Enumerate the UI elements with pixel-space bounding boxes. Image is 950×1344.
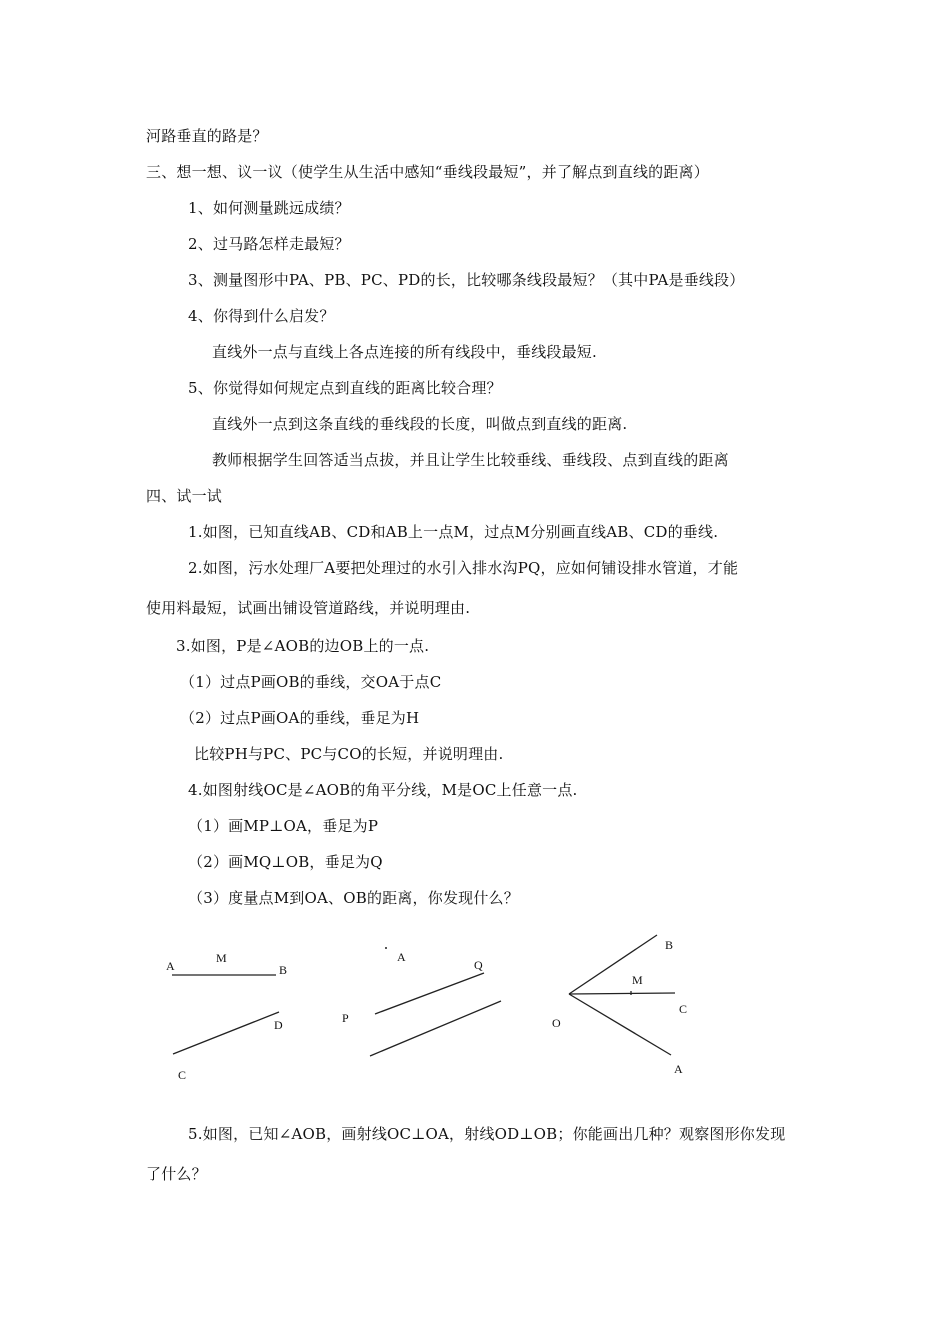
answer-4: 直线外一点与直线上各点连接的所有线段中，垂线段最短.: [212, 343, 597, 361]
exercise-2-cont: 使用料最短，试画出铺设管道路线，并说明理由.: [146, 599, 471, 617]
exercise-2: 2.如图，污水处理厂A要把处理过的水引入排水沟PQ，应如何铺设排水管道，才能: [188, 559, 739, 577]
ray-oc: [569, 993, 675, 994]
label-q: Q: [474, 958, 483, 972]
teacher-note: 教师根据学生回答适当点拔，并且让学生比较垂线、垂线段、点到直线的距离: [212, 451, 729, 469]
exercise-3-part-2: （2）过点P画OA的垂线，垂足为H: [180, 709, 420, 727]
point-a: [385, 947, 387, 949]
label-a: A: [674, 1062, 683, 1076]
figure-1-lines-ab-cd: [166, 951, 287, 1082]
exercise-4: 4.如图射线OC是∠AOB的角平分线，M是OC上任意一点.: [188, 781, 578, 799]
label-c: C: [178, 1068, 187, 1082]
label-m: M: [216, 951, 227, 965]
label-a: A: [166, 959, 175, 973]
text-line-1: 河路垂直的路是？: [146, 127, 268, 145]
ray-oa: [569, 994, 671, 1055]
label-o: O: [552, 1016, 561, 1030]
exercise-1: 1.如图，已知直线AB、CD和AB上一点M，过点M分别画直线AB、CD的垂线.: [188, 523, 719, 541]
line-pq: [375, 973, 484, 1014]
label-p: P: [342, 1011, 349, 1025]
exercise-3-compare: 比较PH与PC、PC与CO的长短，并说明理由.: [194, 745, 504, 763]
question-5: 5、你觉得如何规定点到直线的距离比较合理？: [188, 379, 502, 397]
question-4: 4、你得到什么启发？: [188, 307, 335, 325]
question-1: 1、如何测量跳远成绩？: [188, 199, 350, 217]
figure-2-drain-pq: [342, 947, 501, 1056]
exercise-4-part-1: （1）画MP⊥OA，垂足为P: [188, 817, 379, 835]
label-b: B: [279, 963, 288, 977]
label-m: M: [632, 973, 643, 987]
answer-5: 直线外一点到这条直线的垂线段的长度，叫做点到直线的距离.: [212, 415, 628, 433]
label-b: B: [665, 938, 674, 952]
line-cd: [173, 1012, 279, 1054]
exercise-3-part-1: （1）过点P画OB的垂线，交OA于点C: [180, 673, 442, 691]
section-heading-3: 三、想一想、议一议（使学生从生活中感知“垂线段最短”，并了解点到直线的距离）: [146, 163, 709, 181]
exercise-5: 5.如图，已知∠AOB，画射线OC⊥OA，射线OD⊥OB；你能画出几种？观察图形你发现: [188, 1125, 786, 1143]
exercise-3: 3.如图，P是∠AOB的边OB上的一点.: [176, 637, 430, 655]
question-3: 3、测量图形中PA、PB、PC、PD的长，比较哪条线段最短？（其中PA是垂线段）: [188, 271, 745, 289]
exercise-4-part-2: （2）画MQ⊥OB，垂足为Q: [188, 853, 383, 871]
exercise-4-part-3: （3）度量点M到OA、OB的距离，你发现什么？: [188, 889, 519, 907]
label-a: A: [397, 950, 406, 964]
ray-ob: [569, 935, 657, 994]
label-d: D: [274, 1018, 283, 1032]
figure-3-angle-aob: [552, 935, 687, 1076]
label-c: C: [679, 1002, 688, 1016]
section-heading-4: 四、试一试: [146, 487, 223, 505]
question-2: 2、过马路怎样走最短？: [188, 235, 350, 253]
line-parallel: [370, 1001, 501, 1056]
exercise-5-cont: 了什么？: [146, 1165, 207, 1183]
